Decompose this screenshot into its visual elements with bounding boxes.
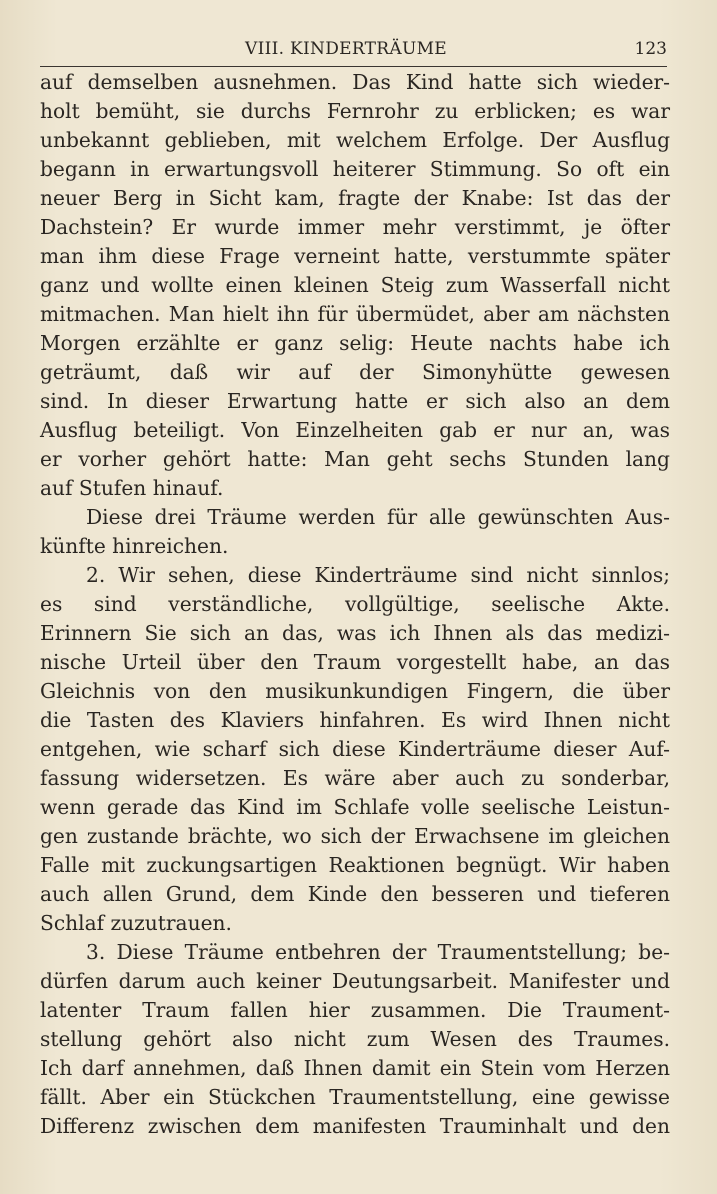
text-line: stellung gehört also nicht zum Wesen des Traumes. [40, 1027, 670, 1051]
text-line: auch allen Grund, dem Kinde den besseren und tieferen [40, 882, 670, 906]
text-line: Differenz zwischen dem manifesten Trauminhalt und den [40, 1114, 670, 1138]
text-line: wenn gerade das Kind im Schlafe volle seelische Leistun- [40, 795, 670, 819]
text-line: Ausflug beteiligt. Von Einzelheiten gab er nur an, was [40, 418, 670, 442]
text-line: die Tasten des Klaviers hinfahren. Es wird Ihnen nicht [40, 708, 670, 732]
text-line: Schlaf zuzutrauen. [40, 911, 232, 935]
text-line: latenter Traum fallen hier zusammen. Die Traument- [40, 998, 670, 1022]
text-line: künfte hinreichen. [40, 534, 229, 558]
text-line: es sind verständliche, vollgültige, seelische Akte. [40, 592, 670, 616]
text-line: 3. Diese Träume entbehren der Traumentstellung; be- [86, 940, 670, 964]
text-line: Diese drei Träume werden für alle gewünschten Aus- [86, 505, 670, 529]
text-line: holt bemüht, sie durchs Fernrohr zu erblicken; es war [40, 99, 670, 123]
text-line: 2. Wir sehen, diese Kinderträume sind nicht sinnlos; [86, 563, 670, 587]
body-text [40, 68, 670, 1141]
text-line: Dachstein? Er wurde immer mehr verstimmt, je öfter [40, 215, 670, 239]
text-line: fassung widersetzen. Es wäre aber auch zu sonderbar, [40, 766, 670, 790]
text-line: ganz und wollte einen kleinen Steig zum Wasserfall nicht [40, 273, 670, 297]
text-line: auf Stufen hinauf. [40, 476, 224, 500]
text-line: er vorher gehört hatte: Man geht sechs Stunden lang [40, 447, 670, 471]
text-line: sind. In dieser Erwartung hatte er sich also an dem [40, 389, 670, 413]
text-line: auf demselben ausnehmen. Das Kind hatte sich wieder- [40, 70, 670, 94]
text-line: Falle mit zuckungsartigen Reaktionen begnügt. Wir haben [40, 853, 670, 877]
text-line: man ihm diese Frage verneint hatte, verstummte später [40, 244, 670, 268]
running-title: VIII. KINDERTRÄUME [245, 39, 448, 59]
page-number: 123 [634, 39, 667, 59]
text-line: Ich darf annehmen, daß Ihnen damit ein Stein vom Herzen [40, 1056, 670, 1080]
text-line: Morgen erzählte er ganz selig: Heute nachts habe ich [40, 331, 670, 355]
text-line: neuer Berg in Sicht kam, fragte der Knabe: Ist das der [40, 186, 670, 210]
text-line: unbekannt geblieben, mit welchem Erfolge. Der Ausflug [40, 128, 670, 152]
text-line: fällt. Aber ein Stückchen Traumentstellung, eine gewisse [40, 1085, 670, 1109]
text-line: gen zustande brächte, wo sich der Erwachsene im gleichen [40, 824, 670, 848]
page-header [40, 36, 667, 67]
text-line: begann in erwartungsvoll heiterer Stimmung. So oft ein [40, 157, 670, 181]
text-line: entgehen, wie scharf sich diese Kinderträume dieser Auf- [40, 737, 670, 761]
text-line: geträumt, daß wir auf der Simonyhütte gewesen [40, 360, 670, 384]
text-line: dürfen darum auch keiner Deutungsarbeit. Manifester und [40, 969, 670, 993]
text-line: Erinnern Sie sich an das, was ich Ihnen als das medizi- [40, 621, 670, 645]
text-line: nische Urteil über den Traum vorgestellt habe, an das [40, 650, 670, 674]
text-line: mitmachen. Man hielt ihn für übermüdet, aber am nächsten [40, 302, 670, 326]
text-line: Gleichnis von den musikunkundigen Fingern, die über [40, 679, 670, 703]
